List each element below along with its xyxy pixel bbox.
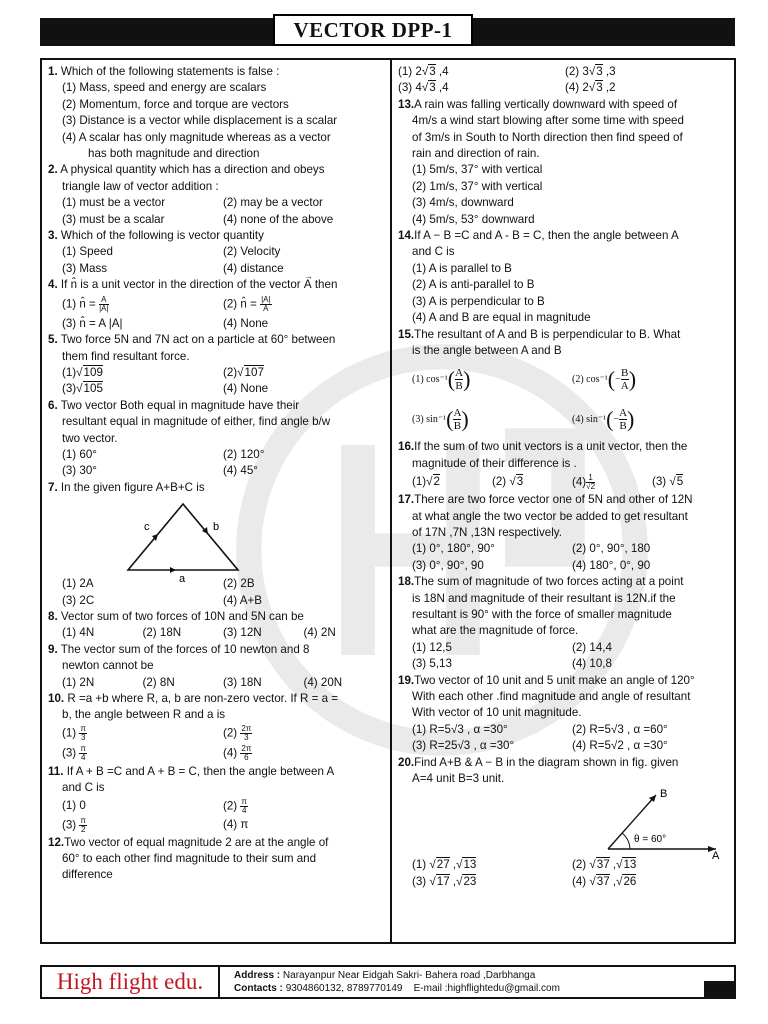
label-b: b [213, 521, 220, 534]
question-6: 6. Two vector Both equal in magnitude have their resultant equal in magnitude of either, find angle b/w two vector. (1) 60° (2) 120° (3) 30° (4) 45° [48, 398, 331, 478]
footer-bar [704, 981, 734, 997]
right-column [398, 64, 732, 890]
question-7: 7. In the given figure A+B+C is c b a (1) 2A (2) 2B (3) 2C (4) A+B [48, 480, 384, 609]
question-5: 5. Two force 5N and 7N act on a particle at 60° between them find resultant force. (1)√109 (2)√107 (3)√105 (4) None [48, 333, 336, 396]
question-2: 2. A physical quantity which has a direction and obeys triangle law of vector addition : (1) must be a vector (2) may be a vector (3) must be a scalar (4) none of the above [48, 163, 334, 226]
question-10: 10. R =a +b where R, a, b are non-zero vector. If R = a = b, the angle between R and a is (1) $\frac{\pi}{3}$ (2) $\frac{2\pi}{3}$ (3) $\frac{\pi}{4}$ (4) $\frac{2\pi}{6}$ [48, 692, 339, 763]
label-c: c [144, 521, 150, 534]
question-16: 16.If the sum of two unit vectors is a unit vector, then the magnitude of their difference is . (1)√2 (2) √3 (4) $\frac{1}{√2}$ (3) √5 [398, 440, 688, 491]
question-14: 14.If A − B =C and A - B = C, then the angle between A and C is (1) A is parallel to B (2) A is anti-parallel to B (3) A is perpendicular to B (4) A and B are equal in magnitude [398, 229, 679, 325]
question-sheet [40, 58, 736, 944]
column-divider [390, 60, 392, 942]
footer [40, 965, 736, 999]
question-12-options: (1) 2√3 ,4 (2) 3√3 ,3 (3) 4√3 ,4 (4) 2√3 ,2 [398, 65, 616, 95]
question-13: 13.A rain was falling vertically downward with speed of 4m/s a wind start blowing after some time with speed of 3m/s in South to North direction then find speed of rain and direction of rain. (1) 5m/s, 37° with vertical (2) 1m/s, 37° with vertical (3) 4m/s, downward (4) 5m/s, 53° downward [398, 97, 684, 226]
left-column [48, 64, 384, 884]
triangle-figure [48, 496, 384, 586]
question-18: 18.The sum of magnitude of two forces acting at a point is 18N and magnitude of their resultant is 12N.if the resultant is 90° with the force of smaller magnitude what are the magnitude of force. (1) 12,5 (2) 14,4 (3) 5,13 (4) 10,8 [398, 575, 684, 671]
question-19: 19.Two vector of 10 unit and 5 unit make an angle of 120° With each other .find magnitude and angle of resultant With vector of 10 unit magnitude. (1) R=5√3 , α =30° (2) R=5√3 , α =60° (3) R=25√3 , α =30° (4) R=5√2 , α =30° [398, 673, 695, 753]
page-title: VECTOR DPP-1 [273, 14, 473, 46]
question-9: 9. The vector sum of the forces of 10 newton and 8 newton cannot be (1) 2N (2) 8N (3) 18N (4) 20N [48, 642, 343, 689]
question-15: 15.The resultant of A and B is perpendicular to B. What is the angle between A and B (1) cos⁻¹( $\frac{A}{B}$) (2) cos⁻¹(− $\frac{B}{A}$) (3) sin⁻¹( $\frac{A}{B}$) (4) sin⁻¹(− $\frac{A}{B}$) [398, 327, 681, 432]
question-20: 20.Find A+B & A − B in the diagram shown in fig. given A=4 unit B=3 unit. B A θ = 60° (1) √27 ,√13 (2) √37 ,√13 (3) √17 ,√23 (4) √37 ,√26 [398, 755, 732, 891]
contact-info: Address : Narayanpur Near Eidgah Sakri- Bahera road ,Darbhanga Contacts : 9304860132, 8789770149 E-mail :highflightedu@gmail.com [234, 970, 560, 994]
question-4: 4. If n̂ is a unit vector in the direction of the vector → A then (1) n̂ = $\frac{A}{|A|}$ (2) n̂ = $\frac{|A|}{A}$ (3) n̂ = A |A| (4) None [48, 277, 384, 332]
question-3: 3. Which of the following is vector quantity (1) Speed (2) Velocity (3) Mass (4) distance [48, 229, 284, 275]
label-A: A [712, 850, 720, 863]
vector-angle-figure [398, 787, 732, 863]
question-1: 1. Which of the following statements is false : (1) Mass, speed and energy are scalars (2) Momentum, force and torque are vectors (3) Distance is a vector while displacement is a scalar (4) A scalar has only magnitude whereas as a vector has both magnitude and direction [48, 65, 338, 161]
label-theta: θ = 60° [634, 834, 667, 846]
brand-logo: High flight edu. [42, 967, 220, 997]
label-B: B [660, 788, 668, 801]
question-11: 11. If A + B =C and A + B = C, then the angle between A and C is (1) 0 (2) $\frac{\pi}{4}$ (3) $\frac{\pi}{2}$ (4) π [48, 764, 335, 834]
question-8: 8. Vector sum of two forces of 10N and 5N can be (1) 4N (2) 18N (3) 12N (4) 2N [48, 609, 336, 640]
question-17: 17.There are two force vector one of 5N and other of 12N at what angle the two vector be added to get resultant of 17N ,7N ,13N respectively. (1) 0°, 180°, 90° (2) 0°, 90°, 180 (3) 0°, 90°, 90 (4) 180°, 0°, 90 [398, 493, 693, 572]
label-a: a [179, 573, 186, 586]
question-12: 12.Two vector of equal magnitude 2 are at the angle of 60° to each other find magnitude to their sum and difference [48, 835, 329, 882]
